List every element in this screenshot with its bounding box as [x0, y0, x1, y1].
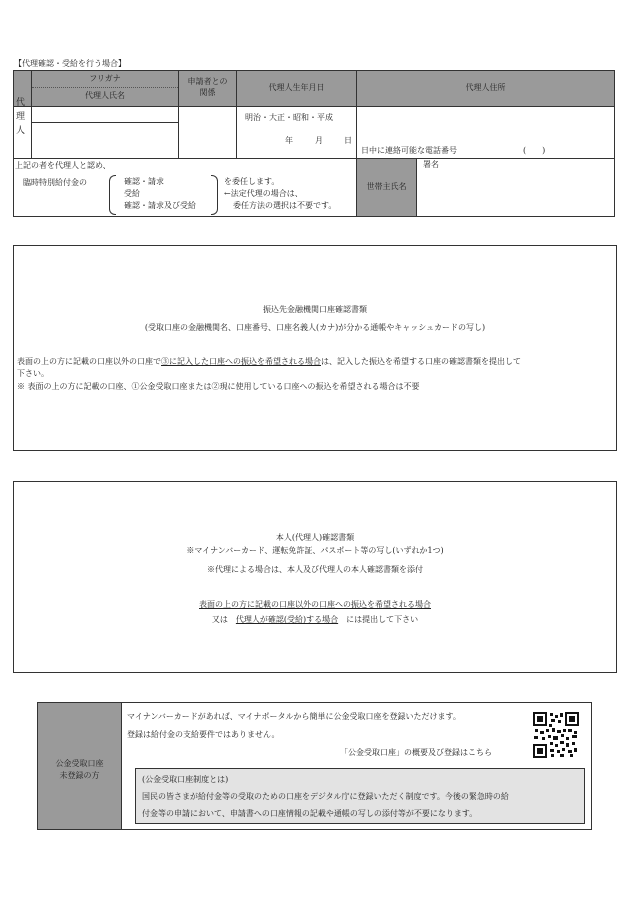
- system-line2: 付金等の申請において、申請書への口座情報の記載や通帳の写しの添付等が不要になります。: [142, 809, 478, 818]
- option-both[interactable]: 確認・請求及び受給: [124, 201, 196, 210]
- proxy-statement: 上記の者を代理人と認め、: [15, 161, 111, 170]
- public-line2: 登録は給付金の支給要件ではありません。: [127, 730, 280, 739]
- id-box-line4: 又は 代理人が確認(受給)する場合 には提出して下さい: [211, 615, 419, 624]
- id-box-line2: ※代理による場合は、本人及び代理人の本人確認書類を添付: [207, 565, 423, 574]
- year-label: 年: [285, 136, 293, 145]
- phone-paren: ( ): [523, 146, 546, 155]
- public-side-2: 未登録の方: [59, 771, 100, 780]
- proxy-side-label: 代理人: [16, 98, 26, 136]
- month-label: 月: [315, 136, 323, 145]
- proxy-table: [13, 70, 615, 216]
- bank-box-title: 振込先金融機関口座確認書類: [263, 305, 367, 314]
- phone-label: 日中に連絡可能な電話番号: [361, 146, 457, 155]
- relation-header-2: 関係: [199, 88, 216, 97]
- qr-code-icon[interactable]: [533, 712, 579, 758]
- day-label: 日: [344, 136, 352, 145]
- option-receive[interactable]: 受給: [124, 189, 140, 198]
- proxy-kana-field[interactable]: [32, 107, 178, 122]
- id-box-line3: 表面の上の方に記載の口座以外の口座への振込を希望される場合: [199, 600, 431, 609]
- bank-document-box: [13, 245, 617, 451]
- era-options: 明治・大正・昭和・平成: [245, 113, 333, 122]
- system-line1: 国民の皆さまが給付金等の受取のための口座をデジタル庁に登録いただく制度です。今後の緊急時の給: [142, 792, 509, 801]
- signature-field[interactable]: [417, 170, 614, 216]
- system-note-box: [135, 768, 585, 824]
- householder-label: 世帯主氏名: [366, 182, 407, 191]
- address-header: 代理人住所: [465, 83, 506, 92]
- address-field[interactable]: [357, 107, 614, 143]
- public-link[interactable]: 「公金受取口座」の概要及び登録はこちら: [340, 748, 492, 757]
- public-line1: マイナンバーカードがあれば、マイナポータルから簡単に公金受取口座を登録いただけます。: [127, 712, 461, 721]
- name-header: 代理人氏名: [85, 91, 125, 100]
- bank-box-subtitle: (受取口座の金融機関名、口座番号、口座名義人(カナ)が分かる通帳やキャッシュカードの写し): [144, 323, 486, 332]
- bank-box-line1: 表面の上の方に記載の口座以外の口座で③に記入した口座への振込を希望される場合は、記入した振込を希望する口座の確認書類を提出して: [17, 357, 521, 366]
- benefit-label: 臨時特別給付金の: [23, 178, 87, 187]
- option-confirm-claim[interactable]: 確認・請求: [124, 177, 164, 186]
- proxy-name-field[interactable]: [32, 123, 178, 158]
- relation-header-1: 申請者との: [187, 77, 228, 86]
- name-kana-header: フリガナ: [89, 74, 121, 83]
- bank-box-line2: 下さい。: [17, 369, 49, 378]
- id-box-line1: ※マイナンバーカード、運転免許証、パスポート等の写し(いずれか1つ): [186, 546, 444, 555]
- id-document-box: [13, 481, 617, 673]
- delegate-text: を委任します。: [224, 177, 280, 186]
- birthdate-header: 代理人生年月日: [268, 83, 325, 92]
- relation-field[interactable]: [179, 107, 236, 158]
- proxy-heading: 【代理確認・受給を行う場合】: [14, 59, 126, 68]
- system-title: (公金受取口座制度とは): [142, 775, 229, 784]
- bank-box-note: ※ 表面の上の方に記載の口座、①公金受取口座または②現に使用している口座への振込を希望される場合は不要: [17, 382, 420, 391]
- public-account-box: [37, 702, 592, 830]
- signature-label: 署名: [423, 160, 439, 169]
- legal-note-1: ←法定代理の場合は、: [224, 189, 303, 198]
- legal-note-2: 委任方法の選択は不要です。: [233, 201, 337, 210]
- id-box-title: 本人(代理人)確認書類: [275, 533, 355, 542]
- public-side-1: 公金受取口座: [55, 759, 104, 768]
